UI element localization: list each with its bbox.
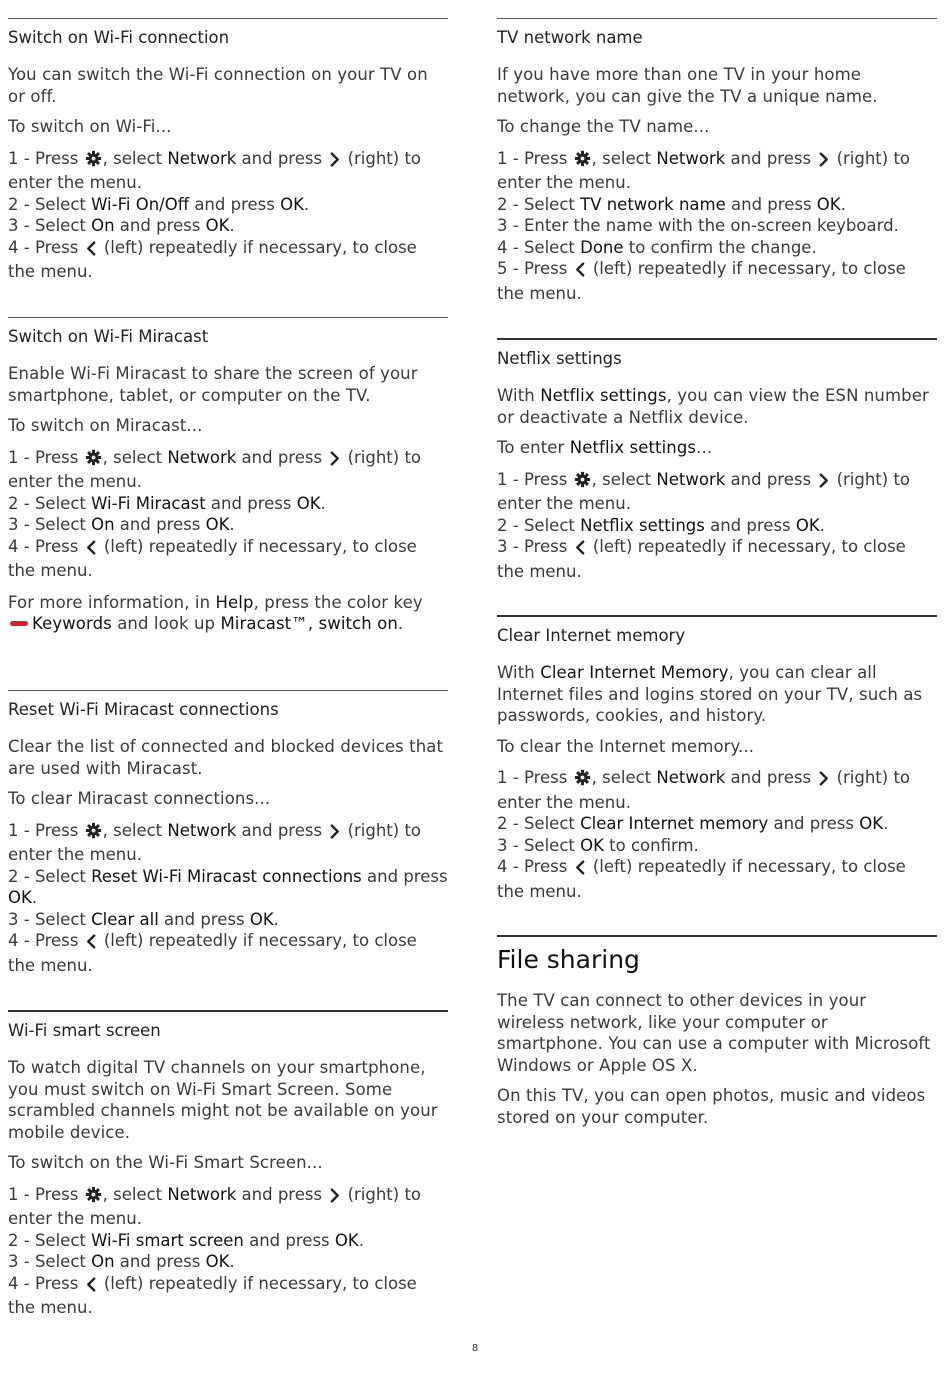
section-title: Reset Wi-Fi Miracast connections bbox=[8, 700, 279, 719]
chevron-right-icon bbox=[328, 450, 341, 472]
step-1: 1 - Press , select Network and press (right) to enter the menu. bbox=[8, 820, 422, 865]
step-2: 2 - Select Netflix settings and press OK. bbox=[497, 515, 825, 535]
step-1: 1 - Press , select Network and press (right) to enter the menu. bbox=[497, 469, 911, 514]
step-2: 2 - Select Clear Internet memory and press OK. bbox=[497, 814, 889, 834]
gear-icon bbox=[85, 150, 102, 173]
chevron-left-icon bbox=[574, 539, 587, 561]
step-3: 3 - Select On and press OK. bbox=[8, 1252, 235, 1272]
section-title: Netflix settings bbox=[497, 349, 622, 368]
step-4: 4 - Press (left) repeatedly if necessary, to close the menu. bbox=[497, 857, 906, 901]
chevron-right-icon bbox=[328, 151, 341, 173]
step-3: 3 - Select Clear all and press OK. bbox=[8, 909, 279, 929]
step-2: 2 - Select TV network name and press OK. bbox=[497, 194, 846, 214]
chevron-right-icon bbox=[817, 770, 830, 792]
chevron-left-icon bbox=[85, 1276, 98, 1298]
chevron-right-icon bbox=[817, 151, 830, 173]
gear-icon bbox=[574, 471, 591, 494]
step-2: 2 - Select Wi-Fi smart screen and press OK. bbox=[8, 1230, 364, 1250]
step-3: 3 - Select On and press OK. bbox=[8, 216, 235, 236]
section-wifi-smart-screen bbox=[8, 1010, 448, 1319]
step-1: 1 - Press , select Network and press (right) to enter the menu. bbox=[8, 148, 422, 193]
section-lead: To clear Miracast connections... bbox=[8, 789, 271, 809]
step-4: 4 - Press (left) repeatedly if necessary, to close the menu. bbox=[8, 536, 417, 581]
step-list bbox=[497, 469, 937, 583]
step-2: 2 - Select Reset Wi-Fi Miracast connections and press OK. bbox=[8, 866, 448, 908]
page-number: 8 bbox=[471, 1343, 479, 1354]
step-list bbox=[8, 1184, 448, 1319]
section-lead: To switch on Wi-Fi... bbox=[8, 117, 172, 137]
step-list bbox=[8, 820, 448, 977]
chevron-left-icon bbox=[85, 539, 98, 561]
file-sharing-paragraph-1: The TV can connect to other devices in your wireless network, like your computer or smartphone. You can use a computer with Microsoft Windows or Apple OS X. bbox=[497, 991, 931, 1075]
step-1: 1 - Press , select Network and press (right) to enter the menu. bbox=[8, 447, 422, 492]
chevron-right-icon bbox=[328, 823, 341, 845]
section-lead: To clear the Internet memory... bbox=[497, 736, 755, 756]
red-color-key-icon bbox=[10, 621, 28, 626]
step-3: 3 - Enter the name with the on-screen keyboard. bbox=[497, 216, 899, 236]
more-info-text: For more information, in Help, press the color key Keywords and look up Miracast™, switch on. bbox=[8, 592, 423, 634]
step-3: 3 - Select On and press OK. bbox=[8, 515, 235, 535]
step-list bbox=[497, 767, 937, 902]
step-4: 4 - Press (left) repeatedly if necessary, to close the menu. bbox=[8, 237, 417, 282]
step-2: 2 - Select Wi-Fi Miracast and press OK. bbox=[8, 493, 326, 513]
gear-icon bbox=[574, 150, 591, 173]
section-reset-miracast bbox=[8, 690, 448, 976]
section-tv-network-name bbox=[497, 18, 937, 304]
section-intro: Enable Wi-Fi Miracast to share the screen of your smartphone, tablet, or computer on the TV. bbox=[8, 364, 418, 405]
section-intro: To watch digital TV channels on your smartphone, you must switch on Wi-Fi Smart Screen. Some scrambled channels might not be available on your mobile device. bbox=[8, 1058, 438, 1142]
gear-icon bbox=[85, 449, 102, 472]
section-lead: To change the TV name... bbox=[497, 117, 710, 137]
step-4: 4 - Select Done to confirm the change. bbox=[497, 237, 817, 257]
step-4: 4 - Press (left) repeatedly if necessary, to close the menu. bbox=[8, 931, 417, 975]
gear-icon bbox=[85, 1186, 102, 1209]
chevron-left-icon bbox=[85, 240, 98, 262]
section-clear-internet-memory bbox=[497, 615, 937, 902]
step-1: 1 - Press , select Network and press (right) to enter the menu. bbox=[497, 768, 911, 812]
section-intro: With Netflix settings, you can view the ESN number or deactivate a Netflix device. bbox=[497, 386, 929, 427]
section-intro: With Clear Internet Memory, you can clear all Internet files and logins stored on your TV, such as passwords, cookies, and history. bbox=[497, 663, 923, 726]
step-3: 3 - Select OK to confirm. bbox=[497, 835, 699, 855]
topic-link[interactable]: Miracast™, switch on bbox=[220, 614, 398, 634]
section-intro: If you have more than one TV in your home network, you can give the TV a unique name. bbox=[497, 65, 878, 106]
section-wifi-miracast bbox=[8, 317, 448, 635]
help-link[interactable]: Help bbox=[215, 592, 254, 612]
step-4: 4 - Press (left) repeatedly if necessary, to close the menu. bbox=[8, 1273, 417, 1318]
file-sharing-paragraph-2: On this TV, you can open photos, music and videos stored on your computer. bbox=[497, 1086, 926, 1127]
step-1: 1 - Press , select Network and press (right) to enter the menu. bbox=[8, 1184, 422, 1229]
chevron-left-icon bbox=[574, 261, 587, 283]
step-list bbox=[8, 447, 448, 582]
step-2: 2 - Select Wi-Fi On/Off and press OK. bbox=[8, 194, 310, 214]
section-intro: You can switch the Wi-Fi connection on your TV on or off. bbox=[8, 65, 428, 106]
chevron-left-icon bbox=[85, 933, 98, 955]
section-wifi-connection bbox=[8, 18, 448, 283]
section-lead: To enter Netflix settings... bbox=[497, 438, 713, 458]
step-1: 1 - Press , select Network and press (right) to enter the menu. bbox=[497, 148, 911, 193]
section-title: Switch on Wi-Fi Miracast bbox=[8, 327, 209, 346]
step-3: 3 - Press (left) repeatedly if necessary, to close the menu. bbox=[497, 537, 906, 581]
section-file-sharing bbox=[497, 935, 937, 1129]
section-title: Wi-Fi smart screen bbox=[8, 1021, 161, 1040]
chevron-right-icon bbox=[817, 472, 830, 494]
gear-icon bbox=[574, 769, 591, 792]
section-netflix-settings bbox=[497, 338, 937, 582]
step-5: 5 - Press (left) repeatedly if necessary, to close the menu. bbox=[497, 259, 906, 303]
gear-icon bbox=[85, 822, 102, 845]
section-title: Clear Internet memory bbox=[497, 626, 686, 645]
chevron-right-icon bbox=[328, 1187, 341, 1209]
section-title: Switch on Wi-Fi connection bbox=[8, 28, 230, 47]
section-intro: Clear the list of connected and blocked devices that are used with Miracast. bbox=[8, 737, 444, 778]
chevron-left-icon bbox=[574, 859, 587, 881]
step-list bbox=[8, 148, 448, 283]
section-lead: To switch on the Wi-Fi Smart Screen... bbox=[8, 1153, 323, 1173]
chapter-title: File sharing bbox=[497, 945, 640, 974]
step-list bbox=[497, 148, 937, 305]
section-lead: To switch on Miracast... bbox=[8, 416, 203, 436]
section-title: TV network name bbox=[497, 28, 643, 47]
